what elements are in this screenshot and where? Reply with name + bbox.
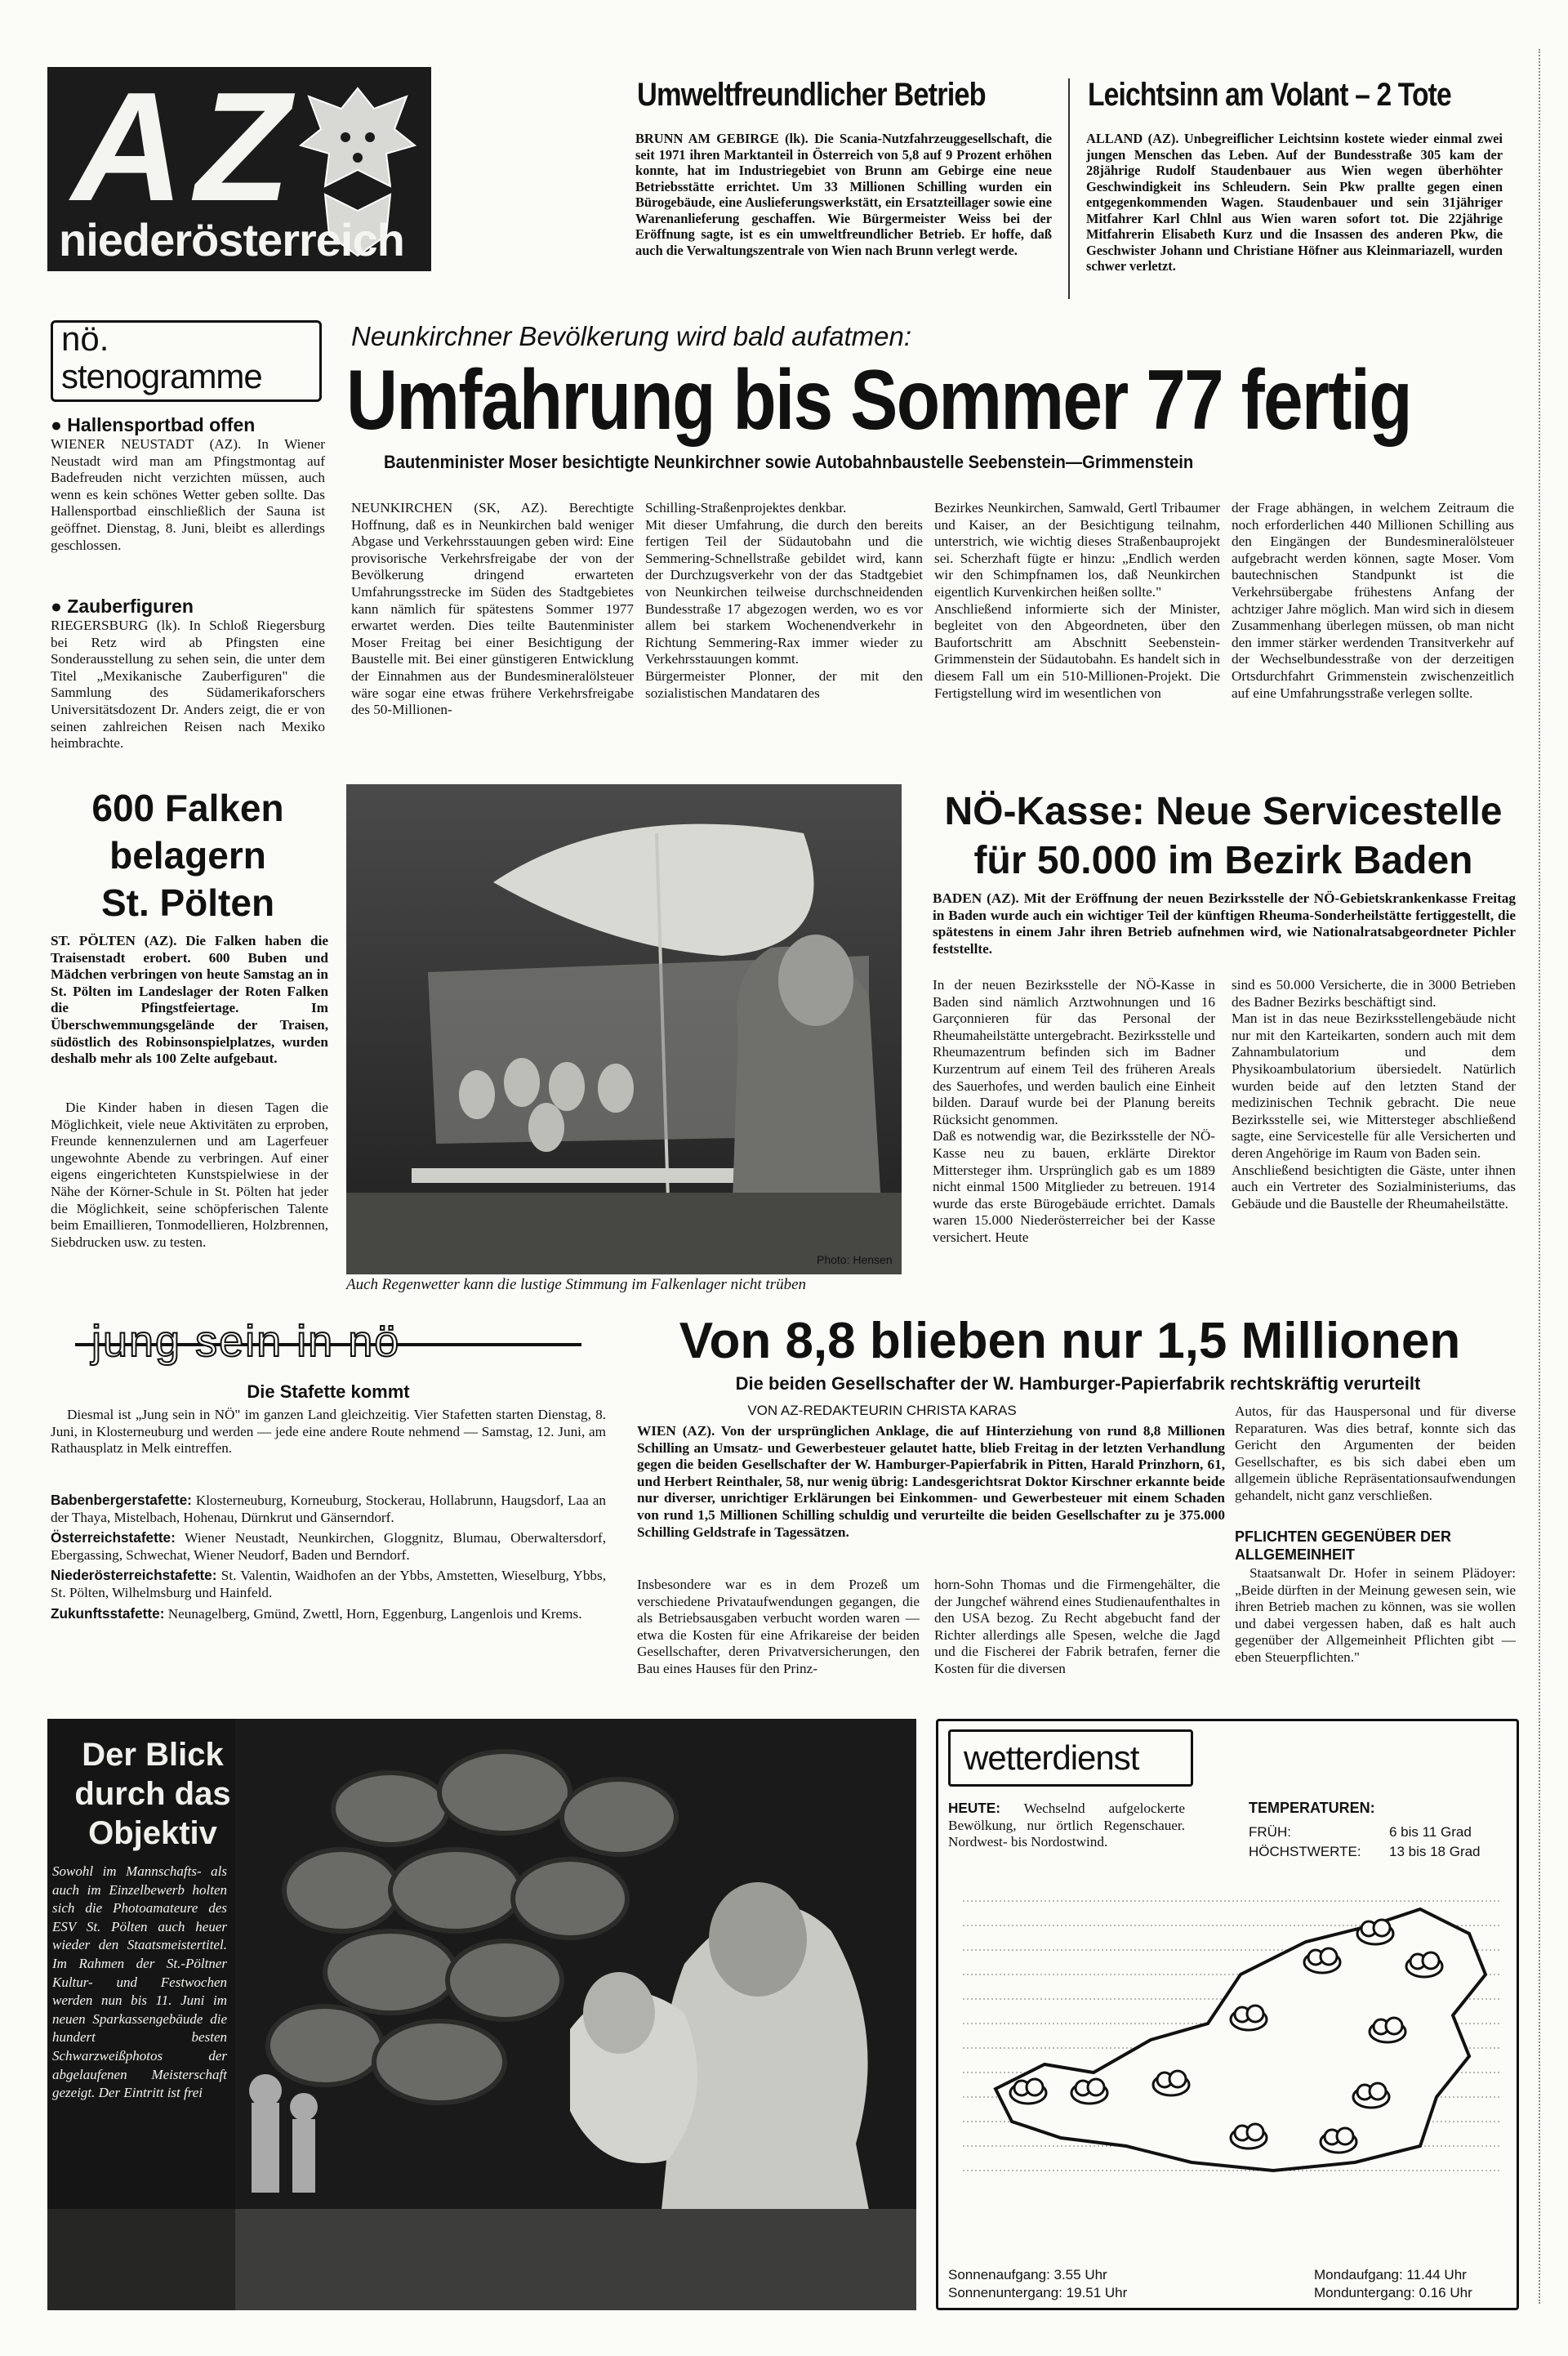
page-edge-rule bbox=[1539, 49, 1540, 2304]
millionen-col-3: Autos, für das Hauspersonal und für diverse Reparaturen. Was dies betraf, konnte sich das Gericht den Argumenten der beiden Gesellschafter, es bis sich dabei eben um allgemein übliche Repräsentationsaufwendungen gehandelt, nicht ganz verschließen. bbox=[1235, 1403, 1516, 1503]
route-label: Niederösterreichstafette: bbox=[51, 1567, 217, 1584]
photo-caption: Auch Regenwetter kann die lustige Stimmung im Falkenlager nicht trüben bbox=[346, 1276, 807, 1293]
lead-column-4: der Frage abhängen, in welchem Zeitraum die noch erforderlichen 440 Millionen Schilling aus den Eingängen der Bundesmineralölsteuer aufgebracht werden können, sagte Moser. Vom bautechnischen Standpunkt ist die Verkehrsübergabe frühestens Anfang der achtziger Jahre möglich. Man wird sich in diesem Zusammenhang überlegen müssen, ob man nicht den immer stärker werdenden Transitverkehr auf der Wechselbundesstraße von der derzeitigen Ortsdurchfahrt Grimmenstein zwischenzeitlich auf eine Umfahrungsstraße verlegen sollte. bbox=[1232, 500, 1514, 701]
millionen-lead: WIEN (AZ). Von der ursprünglichen Anklage, die auf Hinterziehung von rund 8,8 Millionen Schilling an Umsatz- und Gewerbesteuer gelautet hatte, blieb Freitag in der letzten Verhandlung gegen die beiden Gesellschafter der W. Hamburger-Papierfabrik in Pitten, Harald Prinzhorn, 61, und Herbert Reinthaler, 58, nur wenig übrig: Landesgerichtsrat Doktor Kirschner erkannte beide nur diverser, unrichtiger Erklärungen bei Einkommen- und Gewerbesteuer mit einem Schaden von rund 1,5 Millionen Schilling schuldig und verurteilte die beiden Gesellschafter zu je 375.000 Schilling Geldstrafe in Tagessätzen. bbox=[637, 1423, 1225, 1540]
steno-item-title: ● Hallensportbad offen bbox=[51, 414, 256, 435]
millionen-subhead: Die beiden Gesellschafter der W. Hamburger-Papierfabrik rechtskräftig verurteilt bbox=[735, 1373, 1421, 1394]
jung-title: Die Stafette kommt bbox=[247, 1381, 410, 1402]
objektiv-headline-line: Objektiv bbox=[88, 1815, 217, 1851]
route-text: Klosterneuburg, Korneuburg, Stockerau, Hollabrunn, Haugsdorf, Laa an der Thaya, Mistelbach, Hohenau, Dürnkrut und Gänserndorf. bbox=[51, 1493, 606, 1525]
lead-column-1: NEUNKIRCHEN (SK, AZ). Berechtigte Hoffnung, daß es in Neunkirchen bald weniger Abgase und Verkehrsstauungen geben wird: Eine provisorische Verkehrsfreigabe der von der Bevölkerung dringend erwarteten Umfahrungsstrecke im Süden des Stadtgebietes kann nämlich für spätestens Sommer 1977 erwartet werden. Dies teilte Bautenminister Moser Freitag bei einer Besichtigung der Baustelle mit. Bei einer günstigeren Entwicklung der Einnahmen aus der Bundesmineralölsteuer wäre sogar eine etwas frühere Verkehrsfreigabe des 50-Millionen- bbox=[351, 500, 634, 718]
kasse-col-1: In der neuen Bezirksstelle der NÖ-Kasse in Baden sind nämlich Arztwohnungen und 16 Garçonnieren für das Personal der Rheumaheilstätte untergebracht. Bezirksstelle und Rheumazentrum befinden sich im Badner Kurzentrum auf einem Teil des früheren Areals des Sauerhofes, und werden baulich eine Einheit bilden. Darauf wurde bei der Planung bereits Rücksicht genommen. Daß es notwendig war, die Bezirksstelle der NÖ-Kasse neu zu bauen, erklärte Direktor Mittersteger ihm. Ursprünglich gab es um 1889 nicht einmal 1500 Mitglieder zu betreuen. 1914 wurde das erste Bürogebäude errichtet. Damals waren 15.000 Niederösterreicher bei der Kasse versichert. Heute bbox=[933, 977, 1215, 1245]
heute-label: HEUTE: bbox=[948, 1800, 1000, 1816]
kasse-col-2: sind es 50.000 Versicherte, die in 3000 Betrieben des Badner Bezirks beschäftigt sind. Man ist in das neue Bezirksstellengebäude nicht nur mit den Karteikarten, sondern auch mit dem Zahnambulatorium und dem Physikoambulatorium übersiedelt. Natürlich wurden beide auf den letzten Stand der medizinischen Technik gebracht. Die neue Bezirksstelle sei, wie Mittersteger abschließend sagte, eine Servicestelle für alle Versicherten und deren Angehörige im Raum von Baden sein. Anschließend besichtigten die Gäste, unter ihnen auch ein Vertreter des Sozialministeriums, das Gebäude und die Baustelle der Rheumaheilstätte. bbox=[1232, 977, 1516, 1211]
falken-headline-line: belagern bbox=[109, 834, 266, 877]
objektiv-headline-line: durch das bbox=[74, 1776, 231, 1812]
headline: Umweltfreundlicher Betrieb bbox=[637, 77, 986, 113]
falkenlager-photo bbox=[346, 784, 902, 1274]
route-text: Neunagelberg, Gmünd, Zwettl, Horn, Eggenburg, Langenlois und Krems. bbox=[167, 1605, 582, 1622]
stenogramme-box bbox=[51, 320, 322, 402]
monduntergang: Monduntergang: 0.16 Uhr bbox=[1314, 2285, 1472, 2300]
stenogramme-title-2: stenogramme bbox=[61, 357, 262, 395]
sonnenuntergang: Sonnenuntergang: 19.51 Uhr bbox=[948, 2285, 1128, 2300]
falken-body: Die Kinder haben in diesen Tagen die Möglichkeit, viele neue Aktivitäten zu erproben, Freunde kennenzulernen und am Lagerfeuer ungewohnte Abende zu verbringen. Auf einer eigens eingerichteten Kunstspielwiese in der Nähe der Körner-Schule in St. Pölten hat jeder die Möglichkeit, seine schöpferischen Talente beim Emaillieren, Tonmodellieren, Holzbrennen, Siebdrucken usw. zu testen. bbox=[51, 1100, 328, 1250]
millionen-headline: Von 8,8 blieben nur 1,5 Millionen bbox=[679, 1313, 1461, 1369]
frueh-value: 6 bis 11 Grad bbox=[1389, 1824, 1472, 1840]
lead-column-3: Bezirkes Neunkirchen, Samwald, Gertl Tribaumer und Kaiser, an der Besichtigung teilnahm, unterstrich, wie wichtig dieses Straßenbauprojekt sei. Scherzhaft fügte er hinzu: „Endlich werden wir den Schimpfnamen los, daß Neunkirchen eigentlich Kurvenkirchen heißen sollte." Anschließend informierte sich der Minister, begleitet von den Abgeordneten, über den Baufortschritt am Abschnitt Seebenstein-Grimmenstein der Südautobahn. Es handelt sich in diesem Fall um ein 510-Millionen-Projekt. Die Fertigstellung wird im wesentlichen von bbox=[934, 500, 1220, 701]
photo-credit: Photo: Hensen bbox=[817, 1253, 893, 1266]
az-logo: AZ bbox=[72, 60, 302, 234]
frueh-label: FRÜH: bbox=[1249, 1824, 1291, 1840]
jung-banner bbox=[75, 1317, 581, 1369]
austria-weather-map bbox=[963, 1876, 1502, 2236]
mondaufgang: Mondaufgang: 11.44 Uhr bbox=[1314, 2267, 1467, 2282]
objektiv-body: Sowohl im Mannschafts- als auch im Einzelbewerb holten sich die Photoamateure des ESV St. Pölten auch heuer wieder den Staatsmeistertitel. Im Rahmen der St.-Pöltner Kultur- und Festwochen werden nun bis 11. Juni im neuen Sparkassengebäude die hundert besten Schwarzweißphotos der abgelaufenen Meisterschaft gezeigt. Der Eintritt ist frei bbox=[52, 1863, 227, 2101]
steno-item-title: ● Zauberfiguren bbox=[51, 596, 194, 617]
article-body: ALLAND (AZ). Unbegreiflicher Leichtsinn kostete wieder einmal zwei jungen Menschen das Leben. Auf der Bundesstraße 305 kam der 28jährige Rudolf Staudenbauer aus Wien wegen überhöhter Geschwindigkeit ins Schleudern. Sein Pkw prallte gegen einen entgegenkommenden Wagen. Staudenbauer und sein 31jähriger Mitfahrer Karl Chlnl aus Wien waren sofort tot. Die 22jährige Mitfahrerin Elisabeth Kurz und die Insassen des anderen Pkw, die Geschwister Johann und Christiane Höfner aus Kleinmariazell, wurden schwer verletzt. bbox=[1086, 131, 1503, 274]
steno-item-body: WIENER NEUSTADT (AZ). In Wiener Neustadt wird man am Pfingstmontag auf Badefreuden nicht verzichten müssen, auch wenn es kein schönes Wetter geben sollte. Das Hallensportbad einschließlich der Sauna ist geöffnet. Dienstag, 8. Juni, bleibt es allerdings geschlossen. bbox=[51, 436, 325, 553]
route-item bbox=[51, 1605, 606, 1623]
wetter-heute bbox=[948, 1800, 1185, 1881]
objektiv-headline-line: Der Blick bbox=[82, 1737, 224, 1773]
millionen-col-1: Insbesondere war es in dem Prozeß um verschiedene Privataufwendungen gegangen, die als Betriebsausgaben verbucht worden waren — etwa die Kosten für eine Afrikareise der beiden Gesellschafter, deren Privatversicherungen, den Bau eines Hauses für den Prinz- bbox=[637, 1577, 920, 1676]
route-text: St. Valentin, Waidhofen an der Ybbs, Amstetten, Wieselburg, Ybbs, St. Pölten, Wilhelmsburg und Hainfeld. bbox=[51, 1568, 606, 1600]
lead-kicker: Neunkirchner Bevölkerung wird bald aufatmen: bbox=[351, 321, 912, 351]
masthead bbox=[47, 60, 431, 271]
wetter-title: wetterdienst bbox=[964, 1738, 1139, 1777]
kasse-lead: BADEN (AZ). Mit der Eröffnung der neuen Bezirksstelle der NÖ-Gebietskrankenkasse Freitag in Baden wurde auch ein wichtiger Teil der künftigen Rheuma-Sonderheilstätte fertiggestellt, die spätestens in einem Jahr ihren Betrieb aufnehmen wird, wie Nationalratsabgeordneter Pichler feststellte. bbox=[933, 890, 1516, 957]
millionen-section-head: PFLICHTEN GEGENÜBER DER ALLGEMEINHEIT bbox=[1235, 1528, 1452, 1563]
lead-column-2: Schilling-Straßenprojektes denkbar. Mit dieser Umfahrung, die durch den bereits fertigen Teil der Südautobahn und die Semmering-Schnellstraße gebildet wird, kann der Durchzugsverkehr von der das Stadtgebiet von Neunkirchen teilweise durchschneidenden Bundesstraße 17 abgezogen werden, wo es vor allem bei starkem Wochenendverkehr in Richtung Semmering-Rax immer wieder zu Verkehrsstauungen kommt. Bürgermeister Plonner, der mit den sozialistischen Mandataren des bbox=[645, 500, 923, 701]
falken-headline-line: St. Pölten bbox=[100, 881, 275, 924]
jung-intro: Diesmal ist „Jung sein in NÖ" im ganzen Land gleichzeitig. Vier Stafetten starten Dienstag, 8. Juni, in Klosterneuburg und werden — jede eine andere Route nehmend — Samstag, 12. Juni, am Rathausplatz in Melk eintreffen. bbox=[51, 1407, 606, 1457]
lead-headline: Umfahrung bis Sommer 77 fertig bbox=[346, 353, 1411, 448]
route-item bbox=[51, 1567, 606, 1601]
wetter-title-box bbox=[948, 1729, 1193, 1787]
region-name: niederösterreich bbox=[59, 214, 404, 265]
route-text: Wiener Neustadt, Neunkirchen, Gloggnitz, Blumau, Oberwaltersdorf, Ebergassing, Schwechat, Wiener Neudorf, Baden und Berndorf. bbox=[51, 1530, 606, 1563]
hoechst-value: 13 bis 18 Grad bbox=[1389, 1844, 1481, 1859]
route-label: Zukunftsstafette: bbox=[51, 1604, 165, 1622]
hoechst-label: HÖCHSTWERTE: bbox=[1249, 1844, 1361, 1859]
heute-text: Wechselnd aufgelockerte Bewölkung, nur örtlich Regenschauer. Nordwest- bis Nordostwind. bbox=[948, 1800, 1185, 1850]
column-divider bbox=[1068, 78, 1070, 299]
falken-headline bbox=[51, 784, 325, 926]
lead-subhead: Bautenminister Moser besichtigte Neunkirchner sowie Autobahnbaustelle Seebenstein—Grimmenstein bbox=[384, 452, 1194, 472]
falken-headline-line: 600 Falken bbox=[91, 787, 284, 829]
millionen-col-3b: Staatsanwalt Dr. Hofer in seinem Plädoyer: „Beide dürften in der Meinung gewesen sein, wie ihren Betrieb machen zu können, was sie wollen und dabei vergessen haben, daß es halt auch gegenüber der Allgemeinheit Pflichten gibt — eben Steuerpflichten." bbox=[1235, 1565, 1516, 1665]
headline: Leichtsinn am Volant – 2 Tote bbox=[1088, 77, 1451, 113]
objektiv-photo bbox=[47, 1719, 916, 2310]
wetterdienst-panel bbox=[936, 1719, 1519, 2310]
route-label: Babenbergerstafette: bbox=[51, 1492, 192, 1508]
kasse-headline-2: für 50.000 im Bezirk Baden bbox=[973, 839, 1473, 882]
stenogramme-title-1: nö. bbox=[61, 319, 109, 358]
millionen-col-2: horn-Sohn Thomas und die Firmengehälter, die der Jungchef während eines Studienaufenthaltes in den USA bezog. Zu Recht abgebucht fand der Richter allerdings alle Spesen, welche die Jagd und die Fischerei der Fabrik betrafen, ferner die Kosten für die diversen bbox=[934, 1577, 1220, 1676]
sonnenaufgang: Sonnenaufgang: 3.55 Uhr bbox=[948, 2267, 1107, 2282]
jung-routes bbox=[51, 1492, 606, 1647]
millionen-byline: VON AZ-REDAKTEURIN CHRISTA KARAS bbox=[747, 1403, 1017, 1418]
route-item bbox=[51, 1492, 606, 1526]
article-body: BRUNN AM GEBIRGE (lk). Die Scania-Nutzfahrzeuggesellschaft, die seit 1971 ihren Marktanteil in Österreich von 5,8 auf 9 Prozent erhöhen konnte, hat im Industriegebiet von Brunn am Gebirge eine neue Betriebsstätte errichtet. Um 33 Millionen Schilling wurden ein Bürogebäude, eine Auslieferungswerkstätt, ein Ersatzteillager sowie eine Warenanlieferung geschaffen. Wie Bürgermeister Weiss bei der Eröffnung sagte, ist es ein umweltfreundlicher Betrieb. Er hoffe, daß auch die Verwaltungszentrale von Wien nach Brunn verlegt werde. bbox=[635, 131, 1052, 258]
jung-banner-text: jung sein in nö bbox=[91, 1317, 401, 1366]
route-label: Österreichstafette: bbox=[51, 1529, 176, 1546]
temp-title: TEMPERATUREN: bbox=[1249, 1800, 1375, 1816]
route-item bbox=[51, 1529, 606, 1564]
objektiv-headline bbox=[59, 1735, 247, 1853]
kasse-headline-1: NÖ-Kasse: Neue Servicestelle bbox=[944, 790, 1503, 833]
steno-item-body: RIEGERSBURG (lk). In Schloß Riegersburg bei Retz wird ab Pfingsten eine Sonderausstellung zu sehen sein, die unter dem Titel „Mexikanische Zauberfiguren" die Sammlung des Südamerikaforschers Universitätsdozent Dr. Anders zeigt, die er von seinen zahlreichen Reisen nach Mexiko heimbrachte. bbox=[51, 618, 325, 752]
falken-lead: ST. PÖLTEN (AZ). Die Falken haben die Traisenstadt erobert. 600 Buben und Mädchen verbringen von heute Samstag an in St. Pölten im Landeslager der Roten Falken die Pfingstfeiertage. Im Überschwemmungsgelände der Traisen, südöstlich des Robinsonspielplatzes, wurden deshalb mehr als 100 Zelte aufgebaut. bbox=[51, 933, 328, 1067]
